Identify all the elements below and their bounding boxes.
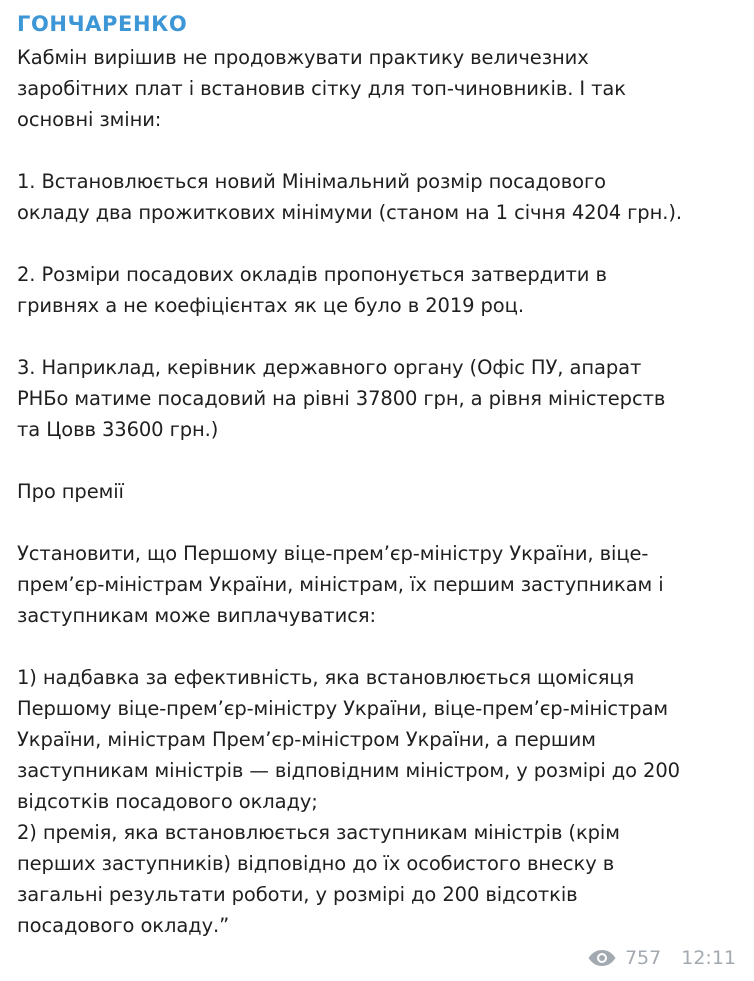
message-line: загальні результати роботи, у розмірі до 200 відсотків <box>17 883 578 906</box>
message-line: Про премії <box>17 480 124 503</box>
blank-line <box>17 507 739 538</box>
blank-line <box>17 135 739 166</box>
message-meta <box>587 945 736 971</box>
message-line: заступникам може виплачуватися: <box>17 604 376 627</box>
message-line: РНБо матиме посадовий на рівні 37800 грн, а рівня міністерств <box>17 387 666 410</box>
message-line: України, міністрам Прем’єр-міністром України, а першим <box>17 728 596 751</box>
message-line: заступникам міністрів — відповідним міністром, у розмірі до 200 <box>17 759 680 782</box>
message-time: 12:11 <box>681 947 736 969</box>
eye-icon <box>587 949 617 967</box>
message-line: та Цовв 33600 грн.) <box>17 418 219 441</box>
blank-line <box>17 445 739 476</box>
message-line: 3. Наприклад, керівник державного органу (Офіс ПУ, апарат <box>17 356 642 379</box>
message-line: прем’єр-міністрам України, міністрам, їх першим заступникам і <box>17 573 664 596</box>
blank-line <box>17 321 739 352</box>
message-line: 2) премія, яка встановлюється заступникам міністрів (крім <box>17 821 620 844</box>
message-line: гривнях а не коефіцієнтах як це було в 2019 роц. <box>17 294 524 317</box>
message-line: посадового окладу.” <box>17 914 230 937</box>
blank-line <box>17 631 739 662</box>
message-line: Першому віце-прем’єр-міністру України, віце-прем’єр-міністрам <box>17 697 669 720</box>
message-line: відсотків посадового окладу; <box>17 790 318 813</box>
message-text <box>17 42 739 941</box>
message-line: Установити, що Першому віце-прем’єр-міністру України, віце- <box>17 542 649 565</box>
view-count: 757 <box>624 947 662 969</box>
message-line: перших заступників) відповідно до їх особистого внеску в <box>17 852 615 875</box>
message-line: окладу два прожиткових мінімуми (станом на 1 січня 4204 грн.). <box>17 201 682 224</box>
channel-name[interactable]: ГОНЧАРЕНКО <box>17 12 188 36</box>
message-line: 1. Встановлюється новий Мінімальний розмір посадового <box>17 170 606 193</box>
message-line: заробітних плат і встановив сітку для топ-чиновників. І так <box>17 77 626 100</box>
message-line: основні зміни: <box>17 108 162 131</box>
message-line: 1) надбавка за ефективність, яка встановлюється щомісяця <box>17 666 635 689</box>
message-line: Кабмін вирішив не продовжувати практику величезних <box>17 46 589 69</box>
blank-line <box>17 228 739 259</box>
message-line: 2. Розміри посадових окладів пропонується затвердити в <box>17 263 607 286</box>
